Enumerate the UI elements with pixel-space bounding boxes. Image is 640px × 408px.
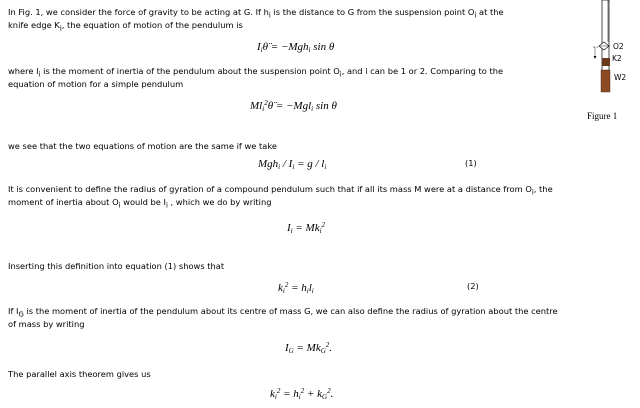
figure-label-w2: W2 — [614, 73, 627, 82]
figure-label-o2: O2 — [613, 42, 624, 51]
equation-2: $Ml_i^2\thetä = -Mgl_i$ sin θ — [250, 99, 337, 113]
equation-3: $Mgh_i / I_i = g / l_i$ — [258, 158, 327, 171]
paragraph-2-line-2: equation of motion for a simple pendulum — [8, 79, 184, 89]
equation-number-2: (2) — [467, 281, 479, 291]
paragraph-4-line-2: moment of inertia about $O_i$ would be $I_i$ , which we do by writing — [8, 197, 272, 210]
paragraph-4-line-1: It is convenient to define the radius of gyration of a compound pendulum such that if all its mass M were at a distance from $O_i$, the — [8, 184, 553, 197]
paragraph-1-line-1: In Fig. 1, we consider the force of gravity to be acting at G. If $h_i$ is the distance to G from the suspension point $O_i$ at the — [8, 7, 504, 20]
equation-4: $I_i = Mk_i^2$ — [287, 221, 326, 235]
figure-caption: Figure 1 — [587, 111, 618, 121]
sub-i: i — [165, 201, 168, 210]
figure-label-k2: K2 — [612, 54, 622, 63]
sub-i: i — [268, 11, 271, 20]
pendulum-figure — [575, 0, 640, 108]
equation-number-1: (1) — [465, 158, 477, 168]
upper-weight-w1 — [602, 58, 610, 66]
equation-5: $k_i^2 = h_il_i$ — [278, 281, 314, 295]
paragraph-7: The parallel axis theorem gives us — [8, 369, 151, 379]
sub-i: i — [118, 201, 121, 210]
sub-G: G — [18, 310, 24, 319]
paragraph-3: we see that the two equations of motion are the same if we take — [8, 141, 277, 151]
sub-i: i — [339, 70, 342, 79]
paragraph-6-line-1: If $I_G$ is the moment of inertia of the pendulum about its centre of mass G, we can also define the radius of gyration about the centre — [8, 306, 558, 319]
sub-i: i — [531, 188, 534, 197]
equation-7: $k_i^2 = h_i^2 + k_G^2$. — [270, 387, 334, 401]
sub-i: i — [38, 70, 41, 79]
paragraph-1-line-2: knife edge $K_i$, the equation of motion of the pendulum is — [8, 20, 243, 33]
sub-i: i — [474, 11, 477, 20]
paragraph-5: Inserting this definition into equation (1) shows that — [8, 261, 225, 271]
paragraph-6-line-2: of mass by writing — [8, 319, 85, 329]
equation-1: $I_i\thetä = -Mgh_i$ sin θ — [257, 41, 335, 54]
paragraph-2-line-1: where $I_i$ is the moment of inertia of the pendulum about the suspension point $O_i$, and i can be 1 or 2. Comparing to the — [8, 66, 504, 79]
equation-6: $I_G = Mk_G^2$. — [285, 341, 333, 355]
sub-i: i — [59, 24, 62, 33]
lower-weight-w2 — [601, 70, 610, 92]
